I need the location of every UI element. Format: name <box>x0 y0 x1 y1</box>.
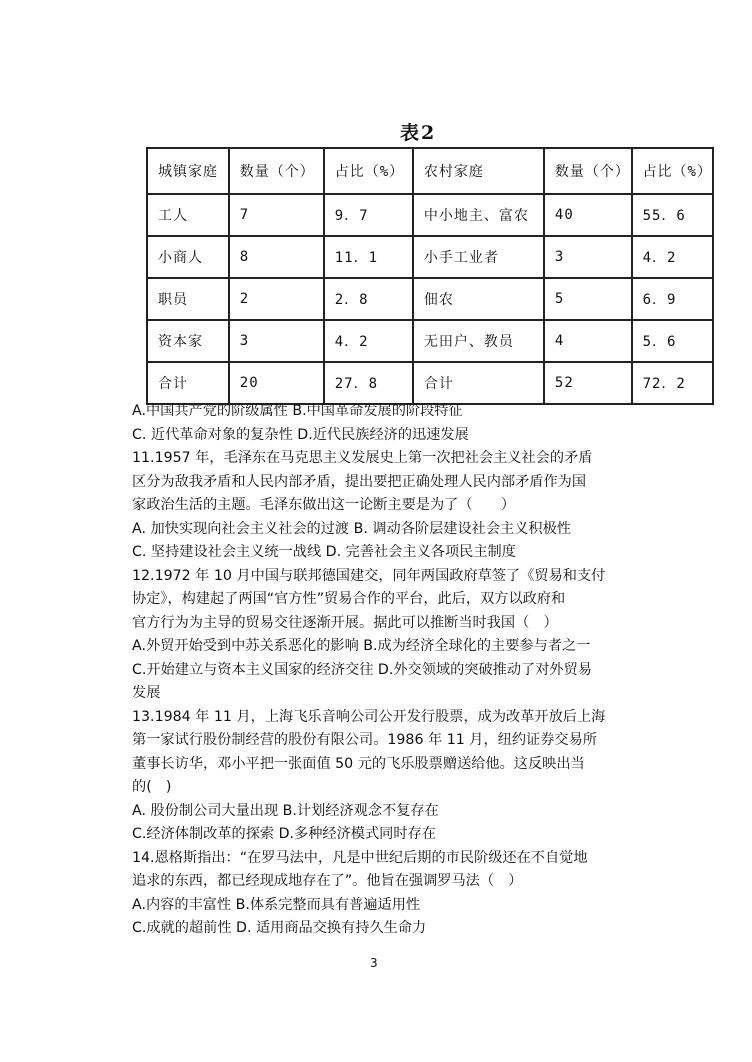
page-number: 3 <box>370 956 378 970</box>
table-cell: 职员 <box>147 278 229 320</box>
option-line: A.中国共产党的阶级属性 B.中国革命发展的阶段特征 <box>132 403 463 419</box>
table-cell: 工人 <box>147 194 229 236</box>
question-line: 追求的东西，都已经现成地存在了”。他旨在强调罗马法（ ） <box>132 873 523 889</box>
table-cell: 5．6 <box>632 320 713 362</box>
question-line: 协定》，构建起了两国“官方性”贸易合作的平台，此后，双方以政府和 <box>132 591 566 607</box>
question-line: 12.1972 年 10 月中国与联邦德国建交，同年两国政府草签了《贸易和支付 <box>132 567 606 584</box>
table-row <box>147 320 713 362</box>
table-cell: 小手工业者 <box>413 236 544 278</box>
table-cell: 9．7 <box>324 194 413 236</box>
table-cell: 佃农 <box>413 278 544 320</box>
header-cell: 占比（%） <box>324 148 413 194</box>
table-cell: 资本家 <box>147 320 229 362</box>
table-cell: 7 <box>229 194 324 236</box>
table-total-row <box>147 362 713 404</box>
table-cell: 55．6 <box>632 194 713 236</box>
table-cell: 11．1 <box>324 236 413 278</box>
header-cell: 数量（个） <box>544 148 632 194</box>
table-cell: 20 <box>229 362 324 404</box>
table-row <box>147 278 713 320</box>
option-line: 发展 <box>132 685 161 701</box>
table-cell: 6．9 <box>632 278 713 320</box>
option-line: C. 坚持建设社会主义统一战线 D. 完善社会主义各项民主制度 <box>132 544 516 560</box>
table-title: 表2 <box>400 122 437 144</box>
table-cell: 4 <box>544 320 632 362</box>
header-cell: 占比（%） <box>632 148 713 194</box>
question-line: 第一家试行股份制经营的股份有限公司。1986 年 11 月，纽约证券交易所 <box>132 732 597 748</box>
table-cell: 5 <box>544 278 632 320</box>
option-line: A.外贸开始受到中苏关系恶化的影响 B.成为经济全球化的主要参与者之一 <box>132 638 591 654</box>
header-cell: 城镇家庭 <box>147 148 229 194</box>
table-cell: 2．8 <box>324 278 413 320</box>
table-cell: 72．2 <box>632 362 713 404</box>
table-cell: 合计 <box>147 362 229 404</box>
question-line: 13.1984 年 11 月，上海飞乐音响公司公开发行股票，成为改革开放后上海 <box>132 708 606 725</box>
question-text <box>132 400 628 941</box>
option-line: C.开始建立与资本主义国家的经济交往 D.外交领域的突破推动了对外贸易 <box>132 661 592 678</box>
table-cell: 8 <box>229 236 324 278</box>
option-line: C.经济体制改革的探索 D.多种经济模式同时存在 <box>132 826 436 842</box>
option-line: A. 加快实现向社会主义社会的过渡 B. 调动各阶层建设社会主义积极性 <box>132 520 571 537</box>
question-line: 官方行为为主导的贸易交往逐渐开展。据此可以推断当时我国（ ） <box>132 614 558 631</box>
question-line: 区分为敌我矛盾和人民内部矛盾，提出要把正确处理人民内部矛盾作为国 <box>132 473 587 490</box>
table-row <box>147 236 713 278</box>
table-cell: 27．8 <box>324 362 413 404</box>
table-row <box>147 194 713 236</box>
header-cell: 数量（个） <box>229 148 324 194</box>
header-cell: 农村家庭 <box>413 148 544 194</box>
option-line: C.成就的超前性 D. 适用商品交换有持久生命力 <box>132 920 427 936</box>
table-cell: 中小地主、富农 <box>413 194 544 236</box>
option-line: C. 近代革命对象的复杂性 D.近代民族经济的迅速发展 <box>132 426 469 443</box>
table-cell: 4．2 <box>324 320 413 362</box>
question-line: 11.1957 年，毛泽东在马克思主义发展史上第一次把社会主义社会的矛盾 <box>132 450 593 466</box>
table-cell: 3 <box>544 236 632 278</box>
table-cell: 2 <box>229 278 324 320</box>
question-line: 董事长访华，邓小平把一张面值 50 元的飞乐股票赠送给他。这反映出当 <box>132 755 585 772</box>
question-line: 家政治生活的主题。毛泽东做出这一论断主要是为了（ ） <box>132 497 516 513</box>
table-cell: 3 <box>229 320 324 362</box>
table-cell: 小商人 <box>147 236 229 278</box>
table-cell: 无田户、教员 <box>413 320 544 362</box>
table-cell: 52 <box>544 362 632 404</box>
option-line: A.内容的丰富性 B.体系完整而具有普遍适用性 <box>132 896 421 913</box>
table-cell: 4．2 <box>632 236 713 278</box>
table-cell: 40 <box>544 194 632 236</box>
table-cell: 合计 <box>413 362 544 404</box>
option-line: A. 股份制公司大量出现 B.计划经济观念不复存在 <box>132 802 439 819</box>
household-table <box>146 147 714 405</box>
question-line: 的( ) <box>132 779 172 795</box>
table-header-row <box>147 148 713 194</box>
question-line: 14.恩格斯指出：“在罗马法中，凡是中世纪后期的市民阶级还在不自觉地 <box>132 849 588 866</box>
